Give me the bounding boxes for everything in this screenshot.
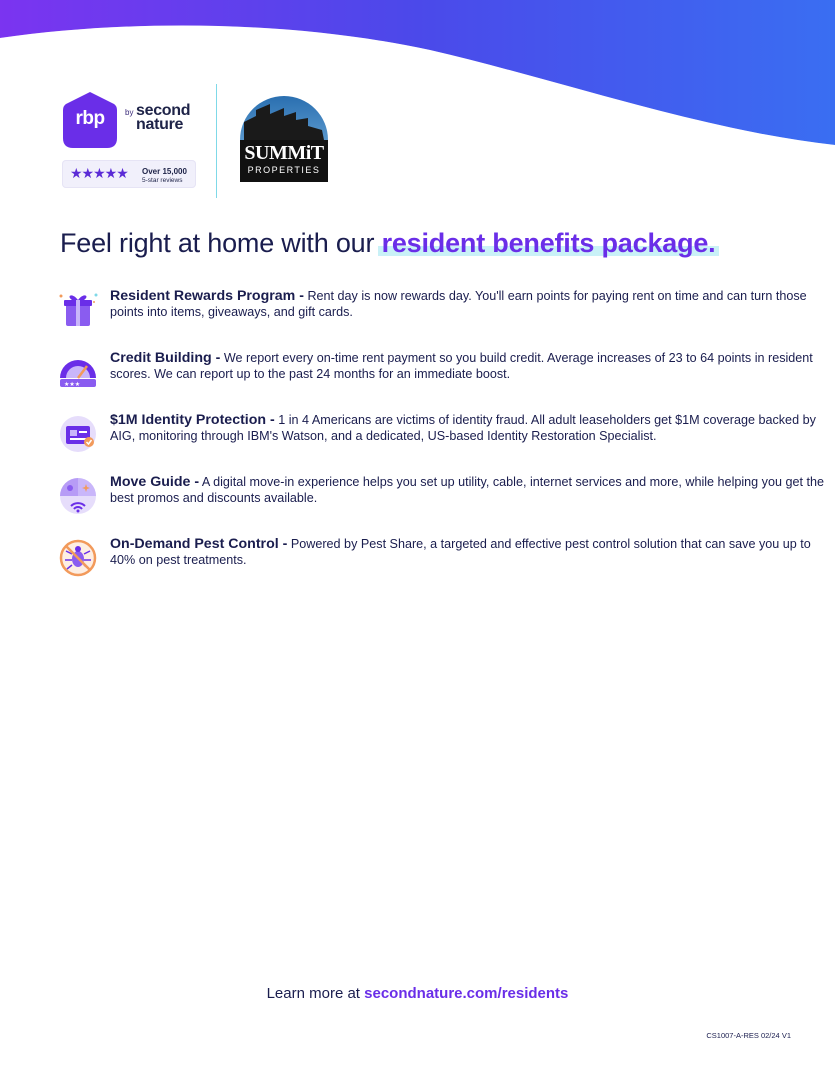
- benefit-description: Rent day is now rewards day. You'll earn points for paying rent on time and can turn those points into items, giveaways, and gift cards.: [110, 289, 807, 319]
- title-lead: Feel right at home with our: [60, 228, 382, 258]
- page-title: [60, 228, 715, 259]
- star-rating: ★★★★★: [70, 165, 128, 181]
- benefit-title: On-Demand Pest Control -: [110, 536, 288, 552]
- reviews-badge: [62, 160, 196, 188]
- benefit-identity-protection: [56, 412, 816, 474]
- summit-properties-logo: [236, 96, 332, 192]
- document-code: CS1007-A-RES 02/24 V1: [706, 1031, 791, 1040]
- logo-area: [58, 84, 358, 200]
- credit-gauge-icon: [56, 352, 100, 392]
- rbp-logo-text: rbp: [75, 108, 105, 129]
- title-highlight: resident benefits package.: [381, 228, 716, 258]
- benefit-description: Powered by Pest Share, a targeted and effective pest control solution that can save you up to 40% on pest treatments.: [110, 537, 811, 567]
- second-nature-logo: second nature: [136, 102, 191, 133]
- gift-icon: [56, 290, 100, 330]
- learn-more-link[interactable]: secondnature.com/residents: [364, 985, 569, 1002]
- learn-more-prefix: Learn more at: [266, 985, 365, 1002]
- benefit-title: Move Guide -: [110, 474, 200, 490]
- reviews-label: 5-star reviews: [142, 177, 183, 184]
- benefit-credit-building: [56, 350, 813, 412]
- benefit-title: Resident Rewards Program -: [110, 288, 304, 304]
- benefit-description: A digital move-in experience helps you set up utility, cable, internet services and more, while helping you get the best promos and discounts available.: [110, 475, 824, 505]
- by-label: by: [125, 108, 134, 117]
- move-guide-icon: [56, 476, 100, 516]
- benefit-description: 1 in 4 Americans are victims of identity fraud. All adult leaseholders get $1M coverage backed by AIG, monitoring through IBM's Watson, and a dedicated, US-based Identity Restoration Specialist.: [110, 413, 816, 443]
- benefit-title: Credit Building -: [110, 350, 221, 366]
- benefit-move-guide: [56, 474, 824, 536]
- benefit-title: $1M Identity Protection -: [110, 412, 275, 428]
- identity-card-icon: [56, 414, 100, 454]
- benefit-pest-control: [56, 536, 811, 598]
- summit-logo-title: SUMMiT: [244, 142, 324, 164]
- benefits-list: [56, 288, 824, 598]
- logo-divider: [216, 84, 217, 198]
- svg-text:★★★: ★★★: [64, 382, 81, 388]
- benefit-description: We report every on-time rent payment so you build credit. Average increases of 23 to 64 points in resident scores. We can report up to the past 24 months for an immediate boost.: [110, 351, 813, 381]
- summit-logo-subtitle: PROPERTIES: [247, 165, 321, 175]
- learn-more: [0, 985, 835, 1002]
- no-pest-icon: [56, 538, 100, 578]
- reviews-count: Over 15,000: [142, 167, 187, 176]
- benefit-rewards: [56, 288, 807, 350]
